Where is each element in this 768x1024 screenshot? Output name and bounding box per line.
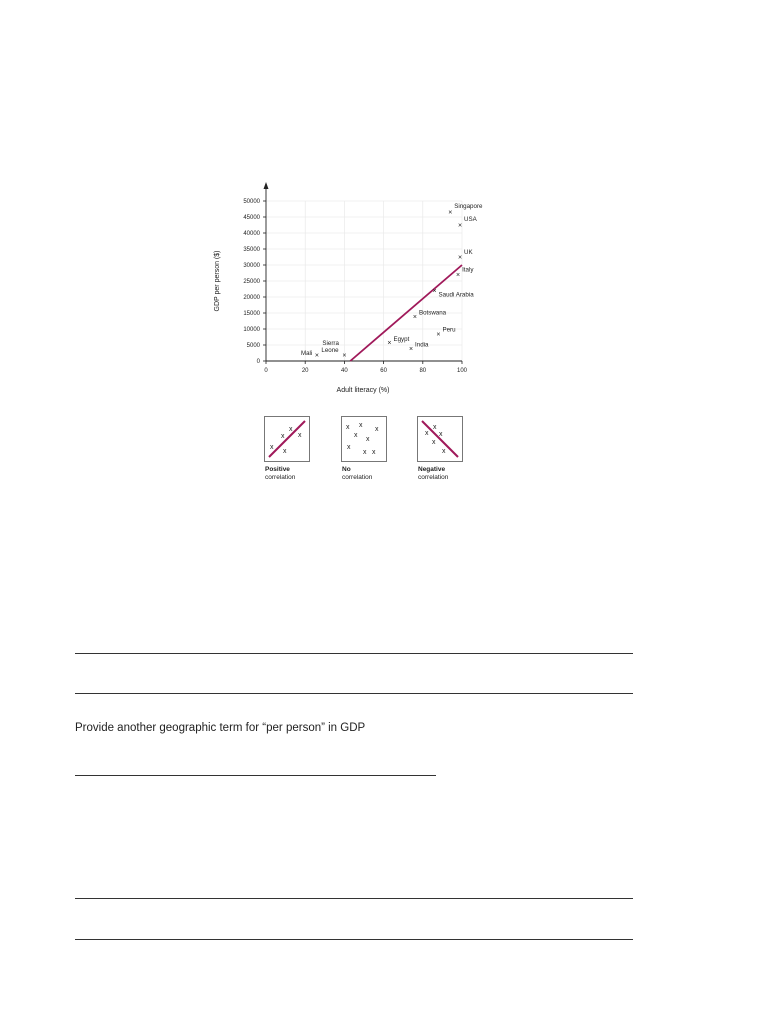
no-correlation-label xyxy=(342,466,372,481)
example-point: x xyxy=(433,424,437,431)
example-point: x xyxy=(298,432,302,439)
data-label: Sierra Leone xyxy=(321,340,339,355)
data-label: UK xyxy=(464,249,473,256)
data-point: × xyxy=(432,287,437,295)
example-point: x xyxy=(270,444,274,451)
y-tick-label: 20000 xyxy=(243,295,260,301)
data-label: Italy xyxy=(462,266,474,274)
example-point: x xyxy=(442,448,446,455)
x-tick-label: 20 xyxy=(301,368,309,374)
data-points xyxy=(301,203,483,359)
x-tick-label: 0 xyxy=(264,368,268,374)
correlation-subtitle: correlation xyxy=(342,473,373,481)
data-label: India xyxy=(415,341,429,349)
example-point: x xyxy=(359,422,363,429)
negative-trend-line xyxy=(422,421,458,457)
example-point: x xyxy=(283,448,287,455)
data-point: × xyxy=(412,313,418,321)
correlation-subtitle: correlation xyxy=(418,473,449,481)
positive-trend-line xyxy=(269,421,305,457)
answer-line[interactable] xyxy=(75,693,633,694)
data-point: × xyxy=(457,254,463,262)
no-correlation-diagram xyxy=(342,417,386,461)
y-tick-label: 0 xyxy=(256,359,260,365)
data-label: Mali xyxy=(300,350,313,358)
data-label: Egypt xyxy=(393,335,410,343)
data-point: × xyxy=(387,340,392,348)
y-axis-arrow xyxy=(264,182,269,189)
data-label: Singapore xyxy=(454,203,483,211)
x-tick-label: 100 xyxy=(456,368,468,374)
answer-line[interactable] xyxy=(75,939,633,940)
data-point: × xyxy=(408,345,414,353)
example-point: x xyxy=(346,424,350,431)
data-label: Peru xyxy=(442,326,456,334)
x-tick-label: 80 xyxy=(419,368,427,374)
x-axis-title: Adult literacy (%) xyxy=(336,387,390,394)
data-point: × xyxy=(436,331,441,339)
example-point: x xyxy=(363,449,367,456)
data-label: USA xyxy=(464,216,477,223)
correlation-title: Positive xyxy=(265,466,290,473)
data-label: Saudi Arabia xyxy=(438,291,474,299)
positive-correlation-diagram xyxy=(265,417,309,461)
negative-correlation-example xyxy=(417,416,463,462)
example-point: x xyxy=(425,430,429,437)
answer-line[interactable] xyxy=(75,898,633,899)
example-point: x xyxy=(439,431,443,438)
x-tick-label: 40 xyxy=(341,368,348,374)
y-tick-label: 50000 xyxy=(243,199,260,205)
correlation-subtitle: correlation xyxy=(265,473,296,481)
example-point: x xyxy=(375,426,379,433)
data-point: × xyxy=(314,352,320,360)
correlation-title: No xyxy=(342,466,351,473)
example-point: x xyxy=(289,426,293,433)
data-point: × xyxy=(456,271,461,279)
data-label: Botswana xyxy=(418,309,447,317)
gridlines xyxy=(266,201,462,361)
y-tick-label: 25000 xyxy=(243,279,260,285)
y-tick-label: 10000 xyxy=(243,327,260,333)
data-point: × xyxy=(342,352,347,360)
y-tick-label: 30000 xyxy=(243,263,260,269)
y-tick-label: 35000 xyxy=(243,247,260,253)
correlation-title: Negative xyxy=(418,466,446,473)
axes xyxy=(263,182,462,364)
example-point: x xyxy=(366,436,370,443)
negative-correlation-label xyxy=(418,466,448,481)
example-point: x xyxy=(347,444,351,451)
y-tick-label: 40000 xyxy=(243,231,260,237)
negative-correlation-diagram xyxy=(418,417,462,461)
answer-line[interactable] xyxy=(75,653,633,654)
data-point: × xyxy=(448,209,453,217)
data-point: × xyxy=(457,222,463,230)
example-point: x xyxy=(281,433,285,440)
example-point: x xyxy=(354,432,358,439)
answer-line[interactable] xyxy=(75,775,436,776)
x-tick-label: 60 xyxy=(380,368,387,374)
y-axis-title: GDP per person ($) xyxy=(214,250,221,312)
y-tick-label: 5000 xyxy=(246,343,260,349)
no-correlation-example xyxy=(341,416,387,462)
example-point: x xyxy=(432,439,436,446)
scatter-chart xyxy=(195,165,495,405)
y-tick-label: 45000 xyxy=(243,215,260,221)
positive-correlation-label xyxy=(265,466,295,481)
example-point: x xyxy=(372,449,376,456)
y-tick-label: 15000 xyxy=(243,311,260,317)
question-text: Provide another geographic term for “per person” in GDP xyxy=(75,722,366,734)
positive-correlation-example xyxy=(264,416,310,462)
tick-labels xyxy=(243,199,467,374)
